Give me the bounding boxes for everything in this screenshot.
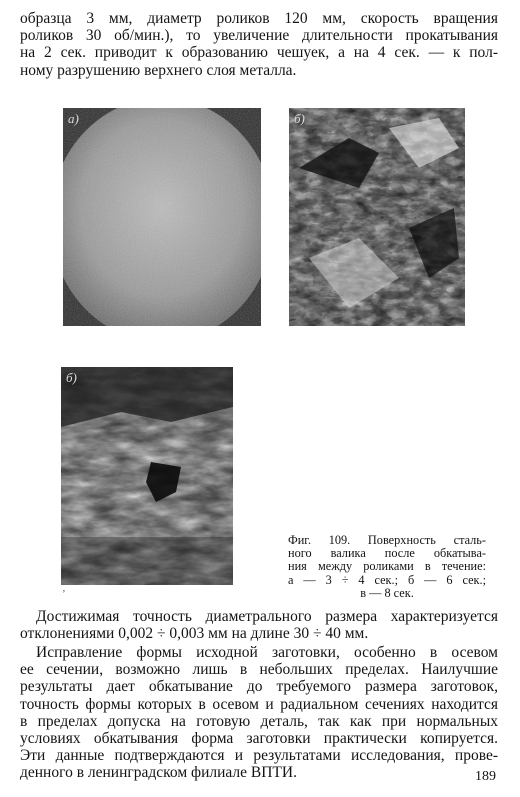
photo-label-v: б) — [66, 370, 77, 385]
photo-label-a: а) — [68, 111, 79, 126]
micrograph-b-image — [289, 108, 465, 326]
text-line: результаты дает обкатывание до требуемого размера заготовок, — [20, 678, 498, 696]
caption-line: в — 8 сек. — [360, 585, 414, 600]
caption-line: а — 3 ÷ 4 сек.; б — 6 сек.; — [288, 572, 486, 587]
caption-line: ния между роликами в течение: — [288, 559, 486, 574]
text-line: образца 3 мм, диаметр роликов 120 мм, скорость вращения — [20, 10, 498, 27]
caption-line: ного валика после обкатыва- — [288, 546, 486, 561]
text-line: на 2 сек. приводит к образованию чешуек, а на 4 сек. — к пол- — [20, 44, 498, 62]
paragraph-accuracy — [20, 608, 498, 642]
micrograph-b — [289, 108, 465, 326]
text-line: отклонениями 0,002 ÷ 0,003 мм на длине 30 ÷ 40 мм. — [20, 625, 369, 643]
text-line: Достижимая точность диаметрального размера характеризуется — [36, 608, 498, 625]
text-line: роликов 30 об/мин.), то увеличение длительности прокатывания — [20, 27, 498, 45]
micrograph-v — [61, 367, 233, 585]
paragraph-shape — [20, 644, 498, 782]
stray-mark: ‚ — [62, 582, 66, 594]
text-line: ному разрушению верхнего слоя металла. — [20, 61, 297, 79]
page-number: 189 — [475, 769, 496, 784]
text-line: ее сечении, возможно лишь в небольших пределах. Наилучшие — [20, 661, 498, 679]
paragraph-top — [20, 10, 498, 79]
text-line: Эти данные подтверждаются и результатами исследования, прове- — [20, 747, 498, 765]
micrograph-a-image — [63, 108, 261, 326]
text-line: Исправление формы исходной заготовки, особенно в осевом — [36, 644, 498, 661]
photo-label-b: б) — [294, 111, 305, 126]
figure-caption — [288, 534, 486, 600]
text-line: условиях обкатывания форма заготовки практически копируется. — [20, 730, 498, 748]
caption-line: Фиг. 109. Поверхность сталь- — [288, 533, 486, 547]
micrograph-v-image — [61, 367, 233, 585]
micrograph-a — [63, 108, 261, 326]
text-line: в пределах допуска на готовую деталь, так как при нормальных — [20, 712, 498, 730]
text-line: точность формы которых в осевом и радиальном сечениях находится — [20, 695, 498, 713]
text-line: денного в ленинградском филиале ВПТИ. — [20, 764, 297, 782]
